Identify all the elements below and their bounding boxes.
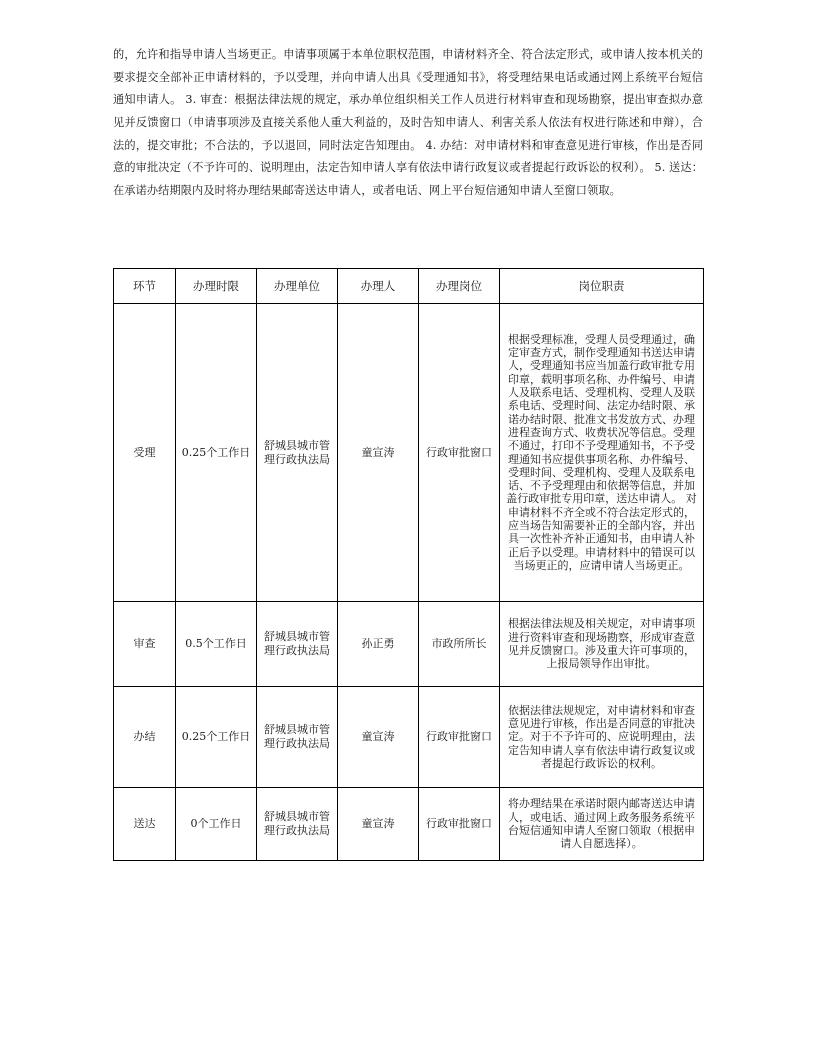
time-limit-cell: 0个工作日 [176, 788, 257, 861]
duty-cell: 根据法律法规及相关规定，对申请事项进行资料审查和现场勘察，形成审查意见并反馈窗口。涉及重大许可事项的，上报局领导作出审批。 [500, 602, 704, 687]
table-row [114, 788, 704, 861]
post-cell: 行政审批窗口 [419, 687, 500, 788]
header-time-limit: 办理时限 [176, 269, 257, 304]
stage-cell: 受理 [114, 304, 176, 602]
header-stage: 环节 [114, 269, 176, 304]
duty-cell: 将办理结果在承诺时限内邮寄送达申请人，或电话、通过网上政务服务系统平台短信通知申请人至窗口领取（根据申请人自愿选择）。 [500, 788, 704, 861]
header-post: 办理岗位 [419, 269, 500, 304]
duty-cell: 依据法律法规规定，对申请材料和审查意见进行审核，作出是否同意的审批决定。对于不予许可的、应说明理由，法定告知申请人享有依法申请行政复议或者提起行政诉讼的权利。 [500, 687, 704, 788]
unit-cell: 舒城县城市管理行政执法局 [257, 602, 338, 687]
person-cell: 童宣涛 [338, 788, 419, 861]
table-row [114, 687, 704, 788]
stage-cell: 办结 [114, 687, 176, 788]
intro-paragraph: 的，允许和指导申请人当场更正。申请事项属于本单位职权范围，申请材料齐全、符合法定形式，或申请人按本机关的要求提交全部补正申请材料的，予以受理，并向申请人出具《受理通知书》，将受理结果电话或通过网上系统平台短信通知申请人。 3. 审查：根据法律法规的规定，承办单位组织相关工作人员进行材料审查和现场勘察，提出审查拟办意见并反馈窗口（申请事项涉及直接关系他人重大利益的，及时告知申请人、利害关系人依法有权进行陈述和申辩），合法的，提交审批；不合法的，予以退回，同时法定告知理由。 4. 办结：对申请材料和审查意见进行审核，作出是否同意的审批决定（不予许可的、说明理由，法定告知申请人享有依法申请行政复议或者提起行政诉讼的权利）。 5. 送达：在承诺办结期限内及时将办理结果邮寄送达申请人，或者电话、网上平台短信通知申请人至窗口领取。 [113, 48, 703, 197]
stage-cell: 审查 [114, 602, 176, 687]
procedure-table [113, 268, 704, 861]
header-person: 办理人 [338, 269, 419, 304]
unit-cell: 舒城县城市管理行政执法局 [257, 304, 338, 602]
header-unit: 办理单位 [257, 269, 338, 304]
post-cell: 市政所所长 [419, 602, 500, 687]
post-cell: 行政审批窗口 [419, 304, 500, 602]
table-header-row [114, 269, 704, 304]
unit-cell: 舒城县城市管理行政执法局 [257, 687, 338, 788]
time-limit-cell: 0.25个工作日 [176, 304, 257, 602]
post-cell: 行政审批窗口 [419, 788, 500, 861]
time-limit-cell: 0.5个工作日 [176, 602, 257, 687]
person-cell: 童宣涛 [338, 687, 419, 788]
duty-cell: 根据受理标准，受理人员受理通过，确定审查方式，制作受理通知书送达申请人，受理通知书应当加盖行政审批专用印章，载明事项名称、办件编号、申请人及联系电话、受理机构、受理人及联系电话、受理时间、法定办结时限、承诺办结时限、批准文书发放方式、办理进程查询方式、收费状况等信息。受理不通过，打印不予受理通知书，不予受理通知书应提供事项名称、办件编号、受理时间、受理机构、受理人及联系电话、不予受理理由和依据等信息，并加盖行政审批专用印章，送达申请人。 对申请材料不齐全或不符合法定形式的，应当场告知需要补正的全部内容，并出具一次性补齐补正通知书，由申请人补正后予以受理。申请材料中的错误可以当场更正的，应请申请人当场更正。 [500, 304, 704, 602]
unit-cell: 舒城县城市管理行政执法局 [257, 788, 338, 861]
stage-cell: 送达 [114, 788, 176, 861]
table-row [114, 304, 704, 602]
person-cell: 孙正勇 [338, 602, 419, 687]
time-limit-cell: 0.25个工作日 [176, 687, 257, 788]
table-row [114, 602, 704, 687]
header-duty: 岗位职责 [500, 269, 704, 304]
person-cell: 童宣涛 [338, 304, 419, 602]
